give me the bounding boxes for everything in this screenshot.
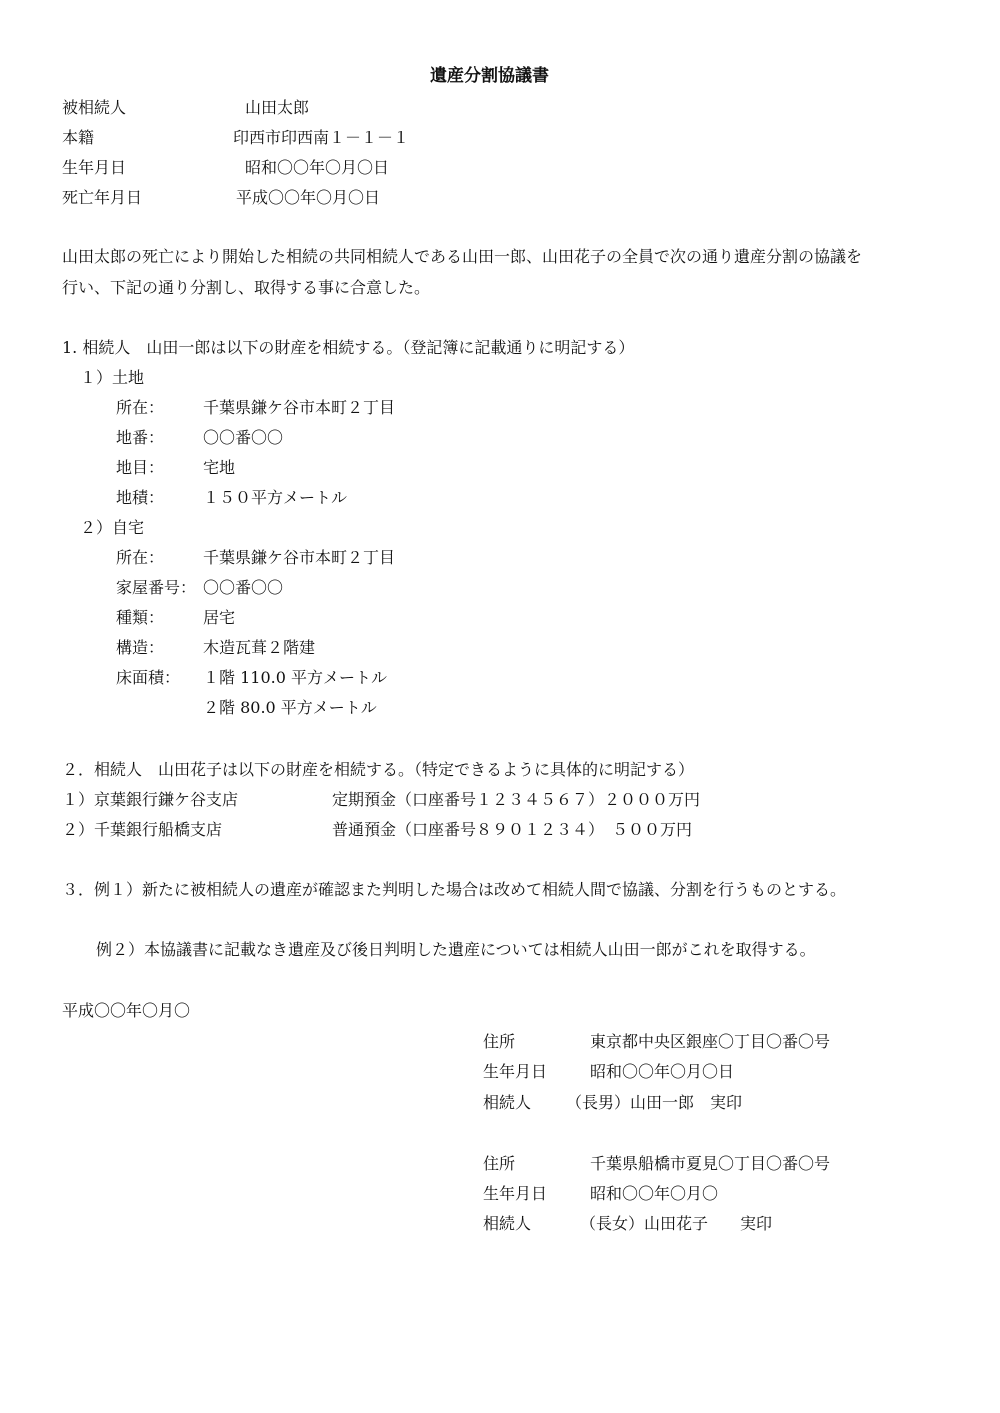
agreement-date: 平成〇〇年〇月〇	[62, 1001, 191, 1020]
land-lot-label: 地番：	[116, 428, 165, 447]
house-heading: ２）自宅	[80, 518, 145, 537]
house-type-label: 種類：	[116, 608, 165, 627]
signer-2-address-label: 住所	[483, 1154, 516, 1173]
decedent-name-label: 被相続人	[62, 98, 127, 117]
decedent-name-value: 山田太郎	[245, 98, 310, 117]
section-2-heading: ２．相続人 山田花子は以下の財産を相続する。（特定できるように具体的に明記する）	[62, 760, 695, 779]
intro-line-2: 行い、下記の通り分割し、取得する事に合意した。	[62, 278, 431, 297]
house-number-label: 家屋番号：	[116, 578, 197, 597]
signer-2-heir-value: （長女）山田花子 実印	[580, 1214, 773, 1233]
house-type-value: 居宅	[203, 608, 236, 627]
house-location-label: 所在：	[116, 548, 165, 567]
section-3-example-1: ３．例１）新たに被相続人の遺産が確認また判明した場合は改めて相続人間で協議、分割を行うものとする。	[62, 880, 847, 899]
signer-1-address-label: 住所	[483, 1032, 516, 1051]
house-floor-2-value: ２階 80.0 平方メートル	[203, 698, 377, 717]
land-area-label: 地積：	[116, 488, 165, 507]
deposit-1-bank: １）京葉銀行鎌ケ谷支店	[62, 790, 239, 809]
house-number-value: 〇〇番〇〇	[203, 578, 284, 597]
house-location-value: 千葉県鎌ケ谷市本町２丁目	[203, 548, 396, 567]
land-location-label: 所在：	[116, 398, 165, 417]
domicile-label: 本籍	[62, 128, 95, 147]
section-1-heading: 1. 相続人 山田一郎は以下の財産を相続する。（登記簿に記載通りに明記する）	[62, 338, 635, 357]
land-area-value: １５０平方メートル	[203, 488, 348, 507]
signer-2-birth-value: 昭和〇〇年〇月〇	[590, 1184, 719, 1203]
deposit-1-detail: 定期預金（口座番号１２３４５６７）２０００万円	[332, 790, 701, 809]
land-location-value: 千葉県鎌ケ谷市本町２丁目	[203, 398, 396, 417]
domicile-value: 印西市印西南１－１－１	[233, 128, 410, 147]
deposit-2-detail: 普通預金（口座番号８９０１２３４） ５００万円	[332, 820, 693, 839]
signer-2-heir-label: 相続人	[483, 1214, 532, 1233]
death-date-label: 死亡年月日	[62, 188, 143, 207]
house-structure-label: 構造：	[116, 638, 165, 657]
document-title: 遺産分割協議書	[430, 66, 549, 86]
house-floor-1-value: １階 110.0 平方メートル	[203, 668, 387, 687]
section-3-example-2: 例２）本協議書に記載なき遺産及び後日判明した遺産については相続人山田一郎がこれを取得する。	[96, 940, 816, 959]
house-structure-value: 木造瓦葺２階建	[203, 638, 316, 657]
signer-1-address-value: 東京都中央区銀座〇丁目〇番〇号	[590, 1032, 831, 1051]
signer-1-heir-value: （長男）山田一郎 実印	[566, 1093, 743, 1112]
death-date-value: 平成〇〇年〇月〇日	[236, 188, 381, 207]
land-lot-value: 〇〇番〇〇	[203, 428, 284, 447]
signer-1-birth-label: 生年月日	[483, 1062, 548, 1081]
house-floor-area-label: 床面積：	[116, 668, 181, 687]
land-category-label: 地目：	[116, 458, 165, 477]
signer-1-birth-value: 昭和〇〇年〇月〇日	[590, 1062, 735, 1081]
signer-1-heir-label: 相続人	[483, 1093, 532, 1112]
signer-2-birth-label: 生年月日	[483, 1184, 548, 1203]
birth-date-value: 昭和〇〇年〇月〇日	[245, 158, 390, 177]
intro-line-1: 山田太郎の死亡により開始した相続の共同相続人である山田一郎、山田花子の全員で次の通り遺産分割の協議を	[62, 247, 863, 266]
land-heading: １）土地	[80, 368, 145, 387]
birth-date-label: 生年月日	[62, 158, 127, 177]
deposit-2-bank: ２）千葉銀行船橋支店	[62, 820, 223, 839]
land-category-value: 宅地	[203, 458, 236, 477]
signer-2-address-value: 千葉県船橋市夏見〇丁目〇番〇号	[590, 1154, 831, 1173]
